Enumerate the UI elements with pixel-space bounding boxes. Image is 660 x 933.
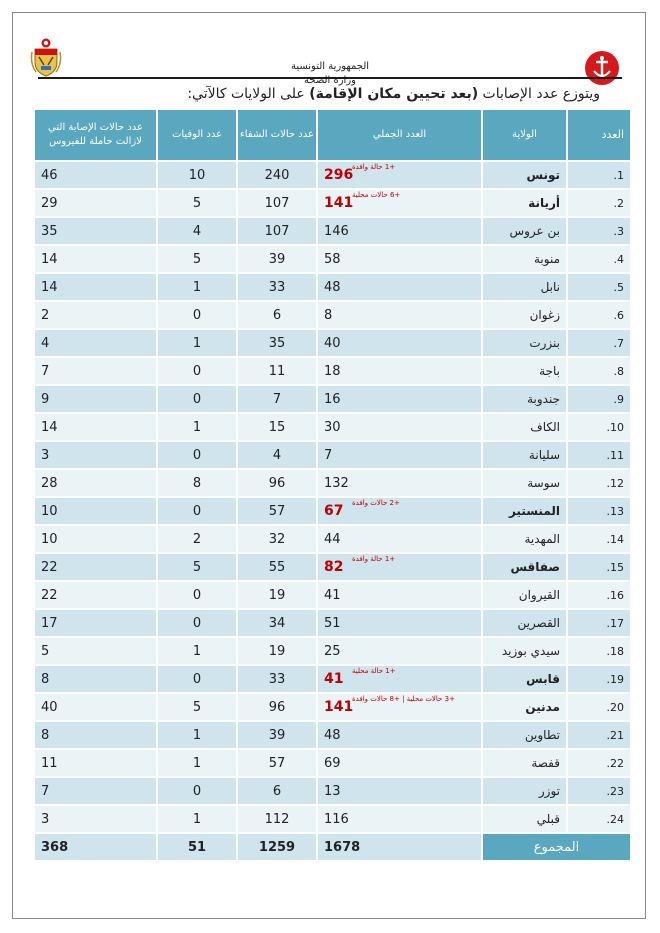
row-index: 1. [568, 162, 630, 188]
row-index: 21. [568, 722, 630, 748]
row-total [318, 750, 481, 776]
row-index: 23. [568, 778, 630, 804]
row-active: 22 [35, 554, 156, 580]
intro-end: على الولايات كالآتي: [187, 86, 310, 102]
row-total [318, 694, 481, 720]
table-row [35, 274, 630, 300]
row-total-value: 41 [324, 587, 341, 603]
row-total-value: 40 [324, 335, 341, 351]
row-deaths: 1 [158, 722, 236, 748]
row-active: 8 [35, 722, 156, 748]
row-deaths: 0 [158, 386, 236, 412]
summary-label: المجموع [483, 834, 630, 860]
row-deaths: 0 [158, 498, 236, 524]
row-active: 8 [35, 666, 156, 692]
row-total [318, 722, 481, 748]
row-active: 3 [35, 442, 156, 468]
row-governorate: منوبة [483, 246, 566, 272]
row-deaths: 4 [158, 218, 236, 244]
table-row [35, 330, 630, 356]
row-total-value: 51 [324, 615, 341, 631]
row-governorate: توزر [483, 778, 566, 804]
row-total-value: 69 [324, 755, 341, 771]
table-row [35, 526, 630, 552]
cases-by-governorate-table [33, 108, 632, 862]
row-deaths: 0 [158, 778, 236, 804]
table-row [35, 190, 630, 216]
row-total [318, 414, 481, 440]
table-header-row [35, 110, 630, 160]
row-recovered: 15 [238, 414, 316, 440]
row-governorate: القصرين [483, 610, 566, 636]
row-index: 18. [568, 638, 630, 664]
row-recovered: 107 [238, 190, 316, 216]
row-deaths: 0 [158, 442, 236, 468]
row-active: 7 [35, 358, 156, 384]
row-active: 40 [35, 694, 156, 720]
header-governorate: الولاية [483, 110, 566, 160]
row-active: 5 [35, 638, 156, 664]
row-recovered: 6 [238, 302, 316, 328]
row-recovered: 4 [238, 442, 316, 468]
row-recovered: 39 [238, 246, 316, 272]
row-deaths: 0 [158, 582, 236, 608]
row-total-value: 116 [324, 811, 349, 827]
table-body [35, 162, 630, 832]
row-new-cases-note: +3 حالات محلية | +8 حالات وافدة [352, 695, 455, 703]
table-row [35, 442, 630, 468]
table-row [35, 162, 630, 188]
row-governorate: أريانة [483, 190, 566, 216]
row-total [318, 358, 481, 384]
row-recovered: 33 [238, 666, 316, 692]
row-total-value: 25 [324, 643, 341, 659]
row-governorate: سيدي بوزيد [483, 638, 566, 664]
row-total [318, 806, 481, 832]
row-deaths: 5 [158, 246, 236, 272]
row-index: 7. [568, 330, 630, 356]
row-index: 3. [568, 218, 630, 244]
intro-start: ويتوزع عدد الإصابات [478, 86, 600, 102]
row-governorate: نابل [483, 274, 566, 300]
row-governorate: سليانة [483, 442, 566, 468]
row-total-value: 296 [324, 167, 354, 183]
row-total [318, 778, 481, 804]
table-row [35, 302, 630, 328]
row-index: 16. [568, 582, 630, 608]
row-governorate: سوسة [483, 470, 566, 496]
row-recovered: 33 [238, 274, 316, 300]
row-active: 17 [35, 610, 156, 636]
row-index: 4. [568, 246, 630, 272]
row-total [318, 526, 481, 552]
health-ministry-logo-icon [584, 50, 620, 86]
row-recovered: 57 [238, 498, 316, 524]
table-row [35, 386, 630, 412]
row-total [318, 442, 481, 468]
row-total [318, 582, 481, 608]
row-total [318, 666, 481, 692]
row-total-value: 7 [324, 447, 333, 463]
row-active: 29 [35, 190, 156, 216]
row-index: 14. [568, 526, 630, 552]
row-governorate: جندوبة [483, 386, 566, 412]
row-deaths: 1 [158, 750, 236, 776]
row-recovered: 32 [238, 526, 316, 552]
row-total [318, 190, 481, 216]
row-active: 2 [35, 302, 156, 328]
row-index: 6. [568, 302, 630, 328]
row-active: 3 [35, 806, 156, 832]
table-row [35, 806, 630, 832]
row-governorate: قابس [483, 666, 566, 692]
row-governorate: القيروان [483, 582, 566, 608]
row-deaths: 2 [158, 526, 236, 552]
row-governorate: مدنين [483, 694, 566, 720]
row-new-cases-note: +2 حالات وافدة [352, 499, 400, 507]
row-total [318, 554, 481, 580]
row-index: 24. [568, 806, 630, 832]
table-row [35, 778, 630, 804]
intro-sentence [187, 86, 600, 102]
header-total: العدد الجملي [318, 110, 481, 160]
row-deaths: 5 [158, 694, 236, 720]
row-governorate: الكاف [483, 414, 566, 440]
row-active: 4 [35, 330, 156, 356]
row-total-value: 82 [324, 559, 344, 575]
ministry-name: وزارة الصحة [304, 75, 356, 86]
row-total-value: 48 [324, 279, 341, 295]
row-active: 10 [35, 498, 156, 524]
row-total [318, 162, 481, 188]
row-deaths: 1 [158, 806, 236, 832]
row-total-value: 44 [324, 531, 341, 547]
row-deaths: 5 [158, 554, 236, 580]
row-governorate: المنستير [483, 498, 566, 524]
row-governorate: قبلي [483, 806, 566, 832]
header-index: العدد [568, 110, 630, 160]
table-row [35, 414, 630, 440]
header-divider [38, 77, 622, 79]
row-total [318, 302, 481, 328]
page-header [0, 20, 660, 86]
table-row [35, 582, 630, 608]
row-total-value: 141 [324, 699, 354, 715]
summary-active: 368 [35, 834, 156, 860]
ministry-heading [0, 60, 660, 88]
row-new-cases-note: +6 حالات محلية [352, 191, 401, 199]
summary-total: 1678 [318, 834, 481, 860]
row-recovered: 11 [238, 358, 316, 384]
row-recovered: 96 [238, 470, 316, 496]
header-active: عدد حالات الإصابة التي لازالت حاملة للفيروس [35, 110, 156, 160]
table-row [35, 358, 630, 384]
row-total [318, 218, 481, 244]
row-total-value: 8 [324, 307, 333, 323]
row-active: 14 [35, 414, 156, 440]
row-recovered: 34 [238, 610, 316, 636]
summary-row [35, 834, 630, 860]
row-active: 10 [35, 526, 156, 552]
row-deaths: 0 [158, 358, 236, 384]
row-total-value: 30 [324, 419, 341, 435]
row-active: 22 [35, 582, 156, 608]
row-total-value: 132 [324, 475, 349, 491]
row-total-value: 18 [324, 363, 341, 379]
row-recovered: 35 [238, 330, 316, 356]
row-active: 28 [35, 470, 156, 496]
row-active: 7 [35, 778, 156, 804]
row-governorate: صفاقس [483, 554, 566, 580]
row-new-cases-note: +1 حالة وافدة [352, 163, 396, 171]
header-recovered: عدد حالات الشفاء [238, 110, 316, 160]
row-index: 15. [568, 554, 630, 580]
row-deaths: 8 [158, 470, 236, 496]
republic-name: الجمهورية التونسية [290, 61, 370, 72]
summary-recovered: 1259 [238, 834, 316, 860]
row-recovered: 19 [238, 582, 316, 608]
table-row [35, 610, 630, 636]
row-governorate: زغوان [483, 302, 566, 328]
row-index: 22. [568, 750, 630, 776]
row-governorate: تطاوين [483, 722, 566, 748]
row-recovered: 107 [238, 218, 316, 244]
row-index: 13. [568, 498, 630, 524]
row-recovered: 112 [238, 806, 316, 832]
table-row [35, 246, 630, 272]
row-deaths: 1 [158, 330, 236, 356]
row-recovered: 7 [238, 386, 316, 412]
header-deaths: عدد الوفيات [158, 110, 236, 160]
row-index: 8. [568, 358, 630, 384]
row-total-value: 13 [324, 783, 341, 799]
row-deaths: 0 [158, 610, 236, 636]
row-total [318, 610, 481, 636]
row-total [318, 638, 481, 664]
row-governorate: قفصة [483, 750, 566, 776]
row-governorate: بنزرت [483, 330, 566, 356]
table-row [35, 638, 630, 664]
row-deaths: 0 [158, 302, 236, 328]
row-recovered: 240 [238, 162, 316, 188]
row-active: 35 [35, 218, 156, 244]
row-index: 19. [568, 666, 630, 692]
row-total [318, 498, 481, 524]
row-governorate: تونس [483, 162, 566, 188]
table-row [35, 218, 630, 244]
table-row [35, 666, 630, 692]
row-new-cases-note: +1 حالة وافدة [352, 555, 396, 563]
row-total-value: 16 [324, 391, 341, 407]
table-row [35, 554, 630, 580]
row-deaths: 10 [158, 162, 236, 188]
row-total-value: 67 [324, 503, 344, 519]
row-index: 20. [568, 694, 630, 720]
row-deaths: 5 [158, 190, 236, 216]
row-total-value: 41 [324, 671, 344, 687]
row-active: 9 [35, 386, 156, 412]
row-recovered: 55 [238, 554, 316, 580]
row-total-value: 141 [324, 195, 354, 211]
row-recovered: 19 [238, 638, 316, 664]
table-row [35, 722, 630, 748]
table-row [35, 498, 630, 524]
row-deaths: 0 [158, 666, 236, 692]
row-index: 5. [568, 274, 630, 300]
table-row [35, 750, 630, 776]
row-total [318, 246, 481, 272]
row-deaths: 1 [158, 274, 236, 300]
table-row [35, 694, 630, 720]
row-deaths: 1 [158, 638, 236, 664]
row-recovered: 39 [238, 722, 316, 748]
row-active: 14 [35, 274, 156, 300]
row-governorate: بن عروس [483, 218, 566, 244]
row-total [318, 470, 481, 496]
row-total-value: 48 [324, 727, 341, 743]
row-recovered: 96 [238, 694, 316, 720]
row-total [318, 274, 481, 300]
row-governorate: المهدية [483, 526, 566, 552]
table-row [35, 470, 630, 496]
row-total [318, 386, 481, 412]
row-deaths: 1 [158, 414, 236, 440]
row-total-value: 146 [324, 223, 349, 239]
row-active: 14 [35, 246, 156, 272]
summary-deaths: 51 [158, 834, 236, 860]
row-active: 11 [35, 750, 156, 776]
row-index: 17. [568, 610, 630, 636]
row-total-value: 58 [324, 251, 341, 267]
row-index: 2. [568, 190, 630, 216]
row-total [318, 330, 481, 356]
row-index: 11. [568, 442, 630, 468]
row-recovered: 6 [238, 778, 316, 804]
row-new-cases-note: +1 حالة محلية [352, 667, 396, 675]
row-governorate: باجة [483, 358, 566, 384]
row-index: 10. [568, 414, 630, 440]
row-recovered: 57 [238, 750, 316, 776]
intro-emphasis: (بعد تحيين مكان الإقامة) [309, 86, 479, 102]
row-active: 46 [35, 162, 156, 188]
row-index: 9. [568, 386, 630, 412]
row-index: 12. [568, 470, 630, 496]
